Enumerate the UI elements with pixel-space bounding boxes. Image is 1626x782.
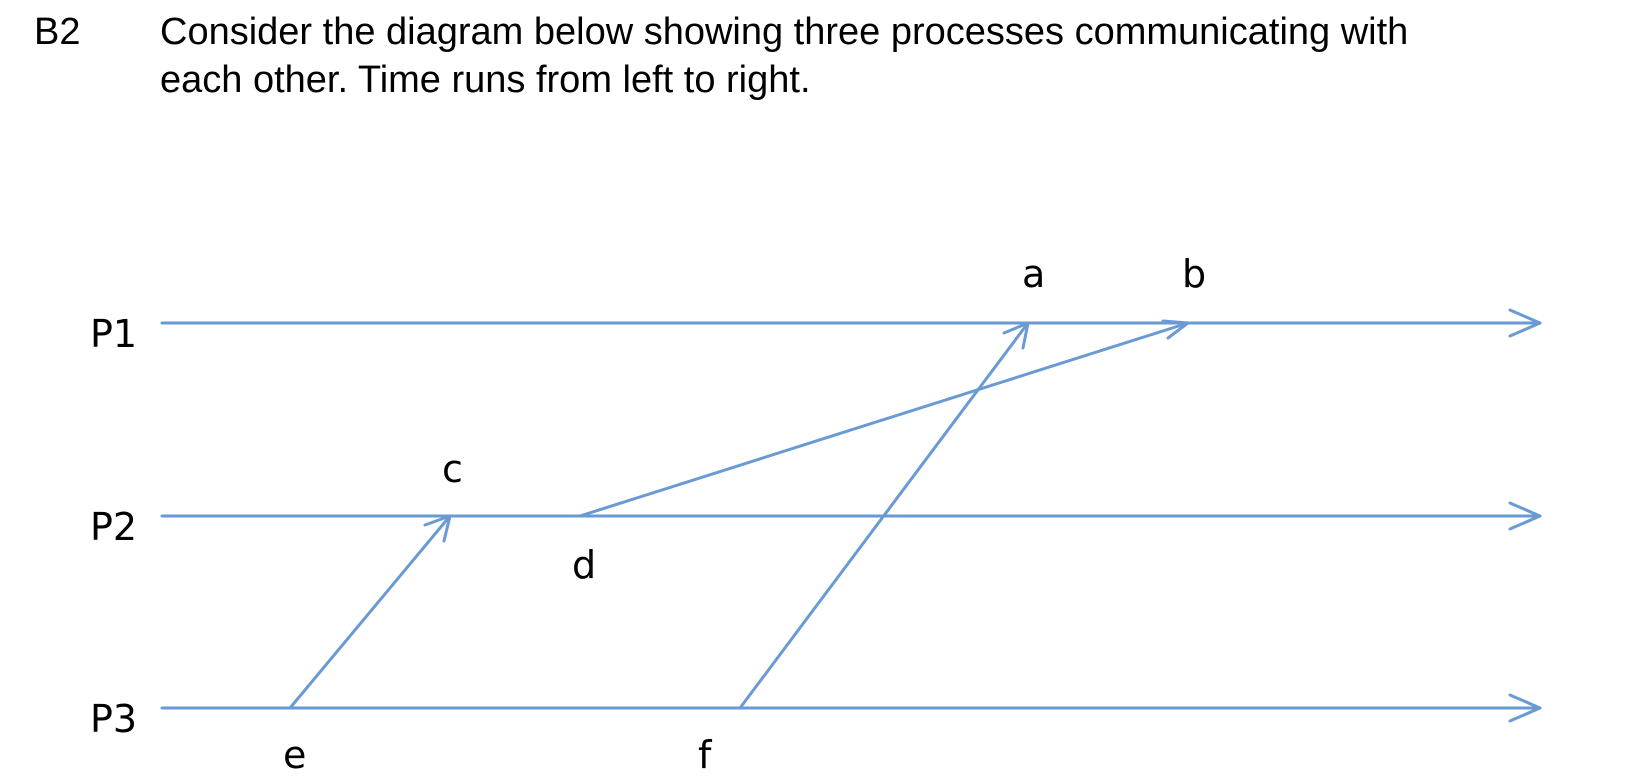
- event-label-d: d: [572, 543, 597, 587]
- timeline-p1: [162, 310, 1540, 336]
- timeline-p2: [162, 503, 1540, 529]
- event-label-f: f: [698, 733, 712, 777]
- message-d-to-b: [580, 321, 1188, 516]
- timeline-p3: [162, 695, 1540, 721]
- question-text-line-2: each other. Time runs from left to right.: [160, 59, 811, 101]
- question-number: B2: [34, 11, 81, 53]
- process-label-p3: P3: [90, 697, 138, 741]
- event-label-a: a: [1022, 252, 1046, 296]
- process-label-p1: P1: [90, 312, 138, 356]
- process-label-p2: P2: [90, 505, 138, 549]
- question-text-line-1: Consider the diagram below showing three processes communicating with: [160, 11, 1409, 53]
- event-label-c: c: [442, 447, 463, 491]
- event-label-b: b: [1182, 252, 1207, 296]
- event-label-e: e: [283, 733, 307, 777]
- message-e-to-c: [290, 516, 450, 708]
